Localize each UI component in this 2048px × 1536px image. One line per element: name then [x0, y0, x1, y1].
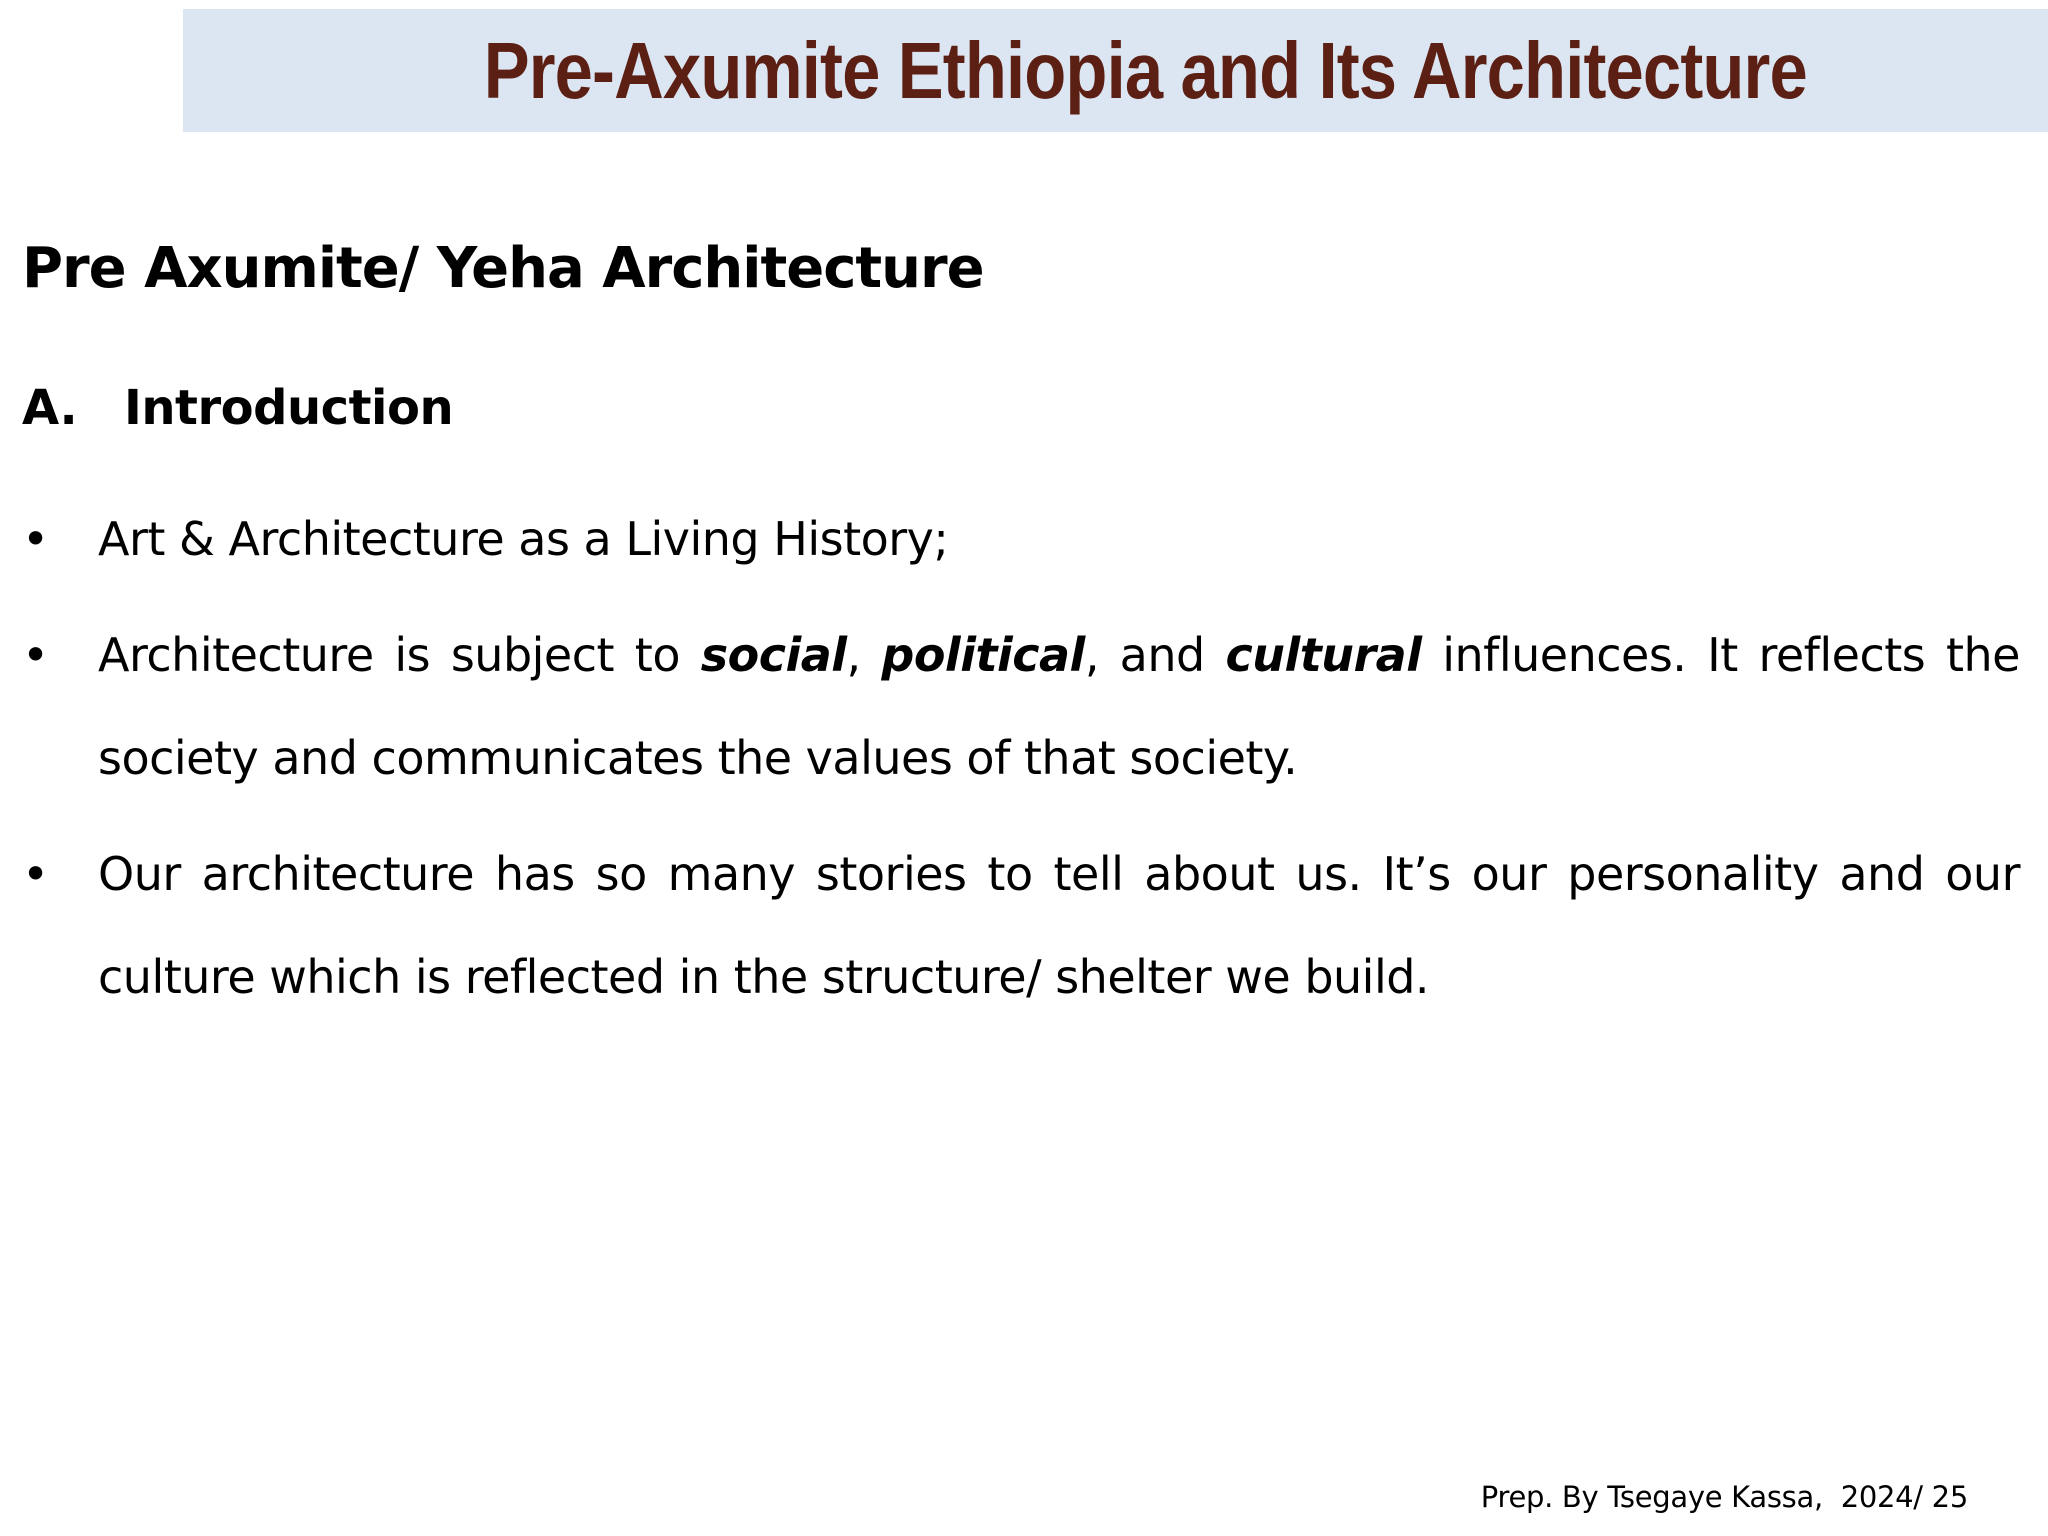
- section-title: Introduction: [124, 380, 454, 436]
- emphasis-political: political: [881, 628, 1085, 682]
- bullet-item-2: [22, 604, 2020, 810]
- bullet-item-3: [22, 823, 2020, 1029]
- bullet-text: Our architecture has so many stories to tell about us. It’s our personality and our culture which is reflected in the structure/ shelter we build.: [98, 847, 2020, 1004]
- emphasis-social: social: [700, 628, 847, 682]
- slide-footer: Prep. By Tsegaye Kassa, 2024/ 25: [1480, 1480, 1968, 1514]
- bullet-text-part: ,: [846, 628, 882, 682]
- bullet-text-part: , and: [1084, 628, 1226, 682]
- bullet-text-part: influences. It reflects the society and communicates the values of that society.: [98, 628, 2020, 785]
- bullet-item-1: [22, 488, 2020, 591]
- section-heading: [22, 380, 453, 436]
- bullet-text: Art & Architecture as a Living History;: [98, 512, 949, 566]
- slide-subtitle: Pre Axumite/ Yeha Architecture: [22, 236, 984, 301]
- section-letter: A.: [22, 380, 78, 436]
- bullet-text-part: Architecture is subject to: [98, 628, 701, 682]
- bullet-marker: •: [22, 628, 49, 682]
- bullet-list: [22, 488, 2020, 1042]
- title-bar: [183, 9, 2048, 132]
- emphasis-cultural: cultural: [1225, 628, 1422, 682]
- slide-title: Pre-Axumite Ethiopia and Its Architecture: [483, 25, 1808, 115]
- bullet-marker: •: [22, 512, 49, 566]
- bullet-marker: •: [22, 847, 49, 901]
